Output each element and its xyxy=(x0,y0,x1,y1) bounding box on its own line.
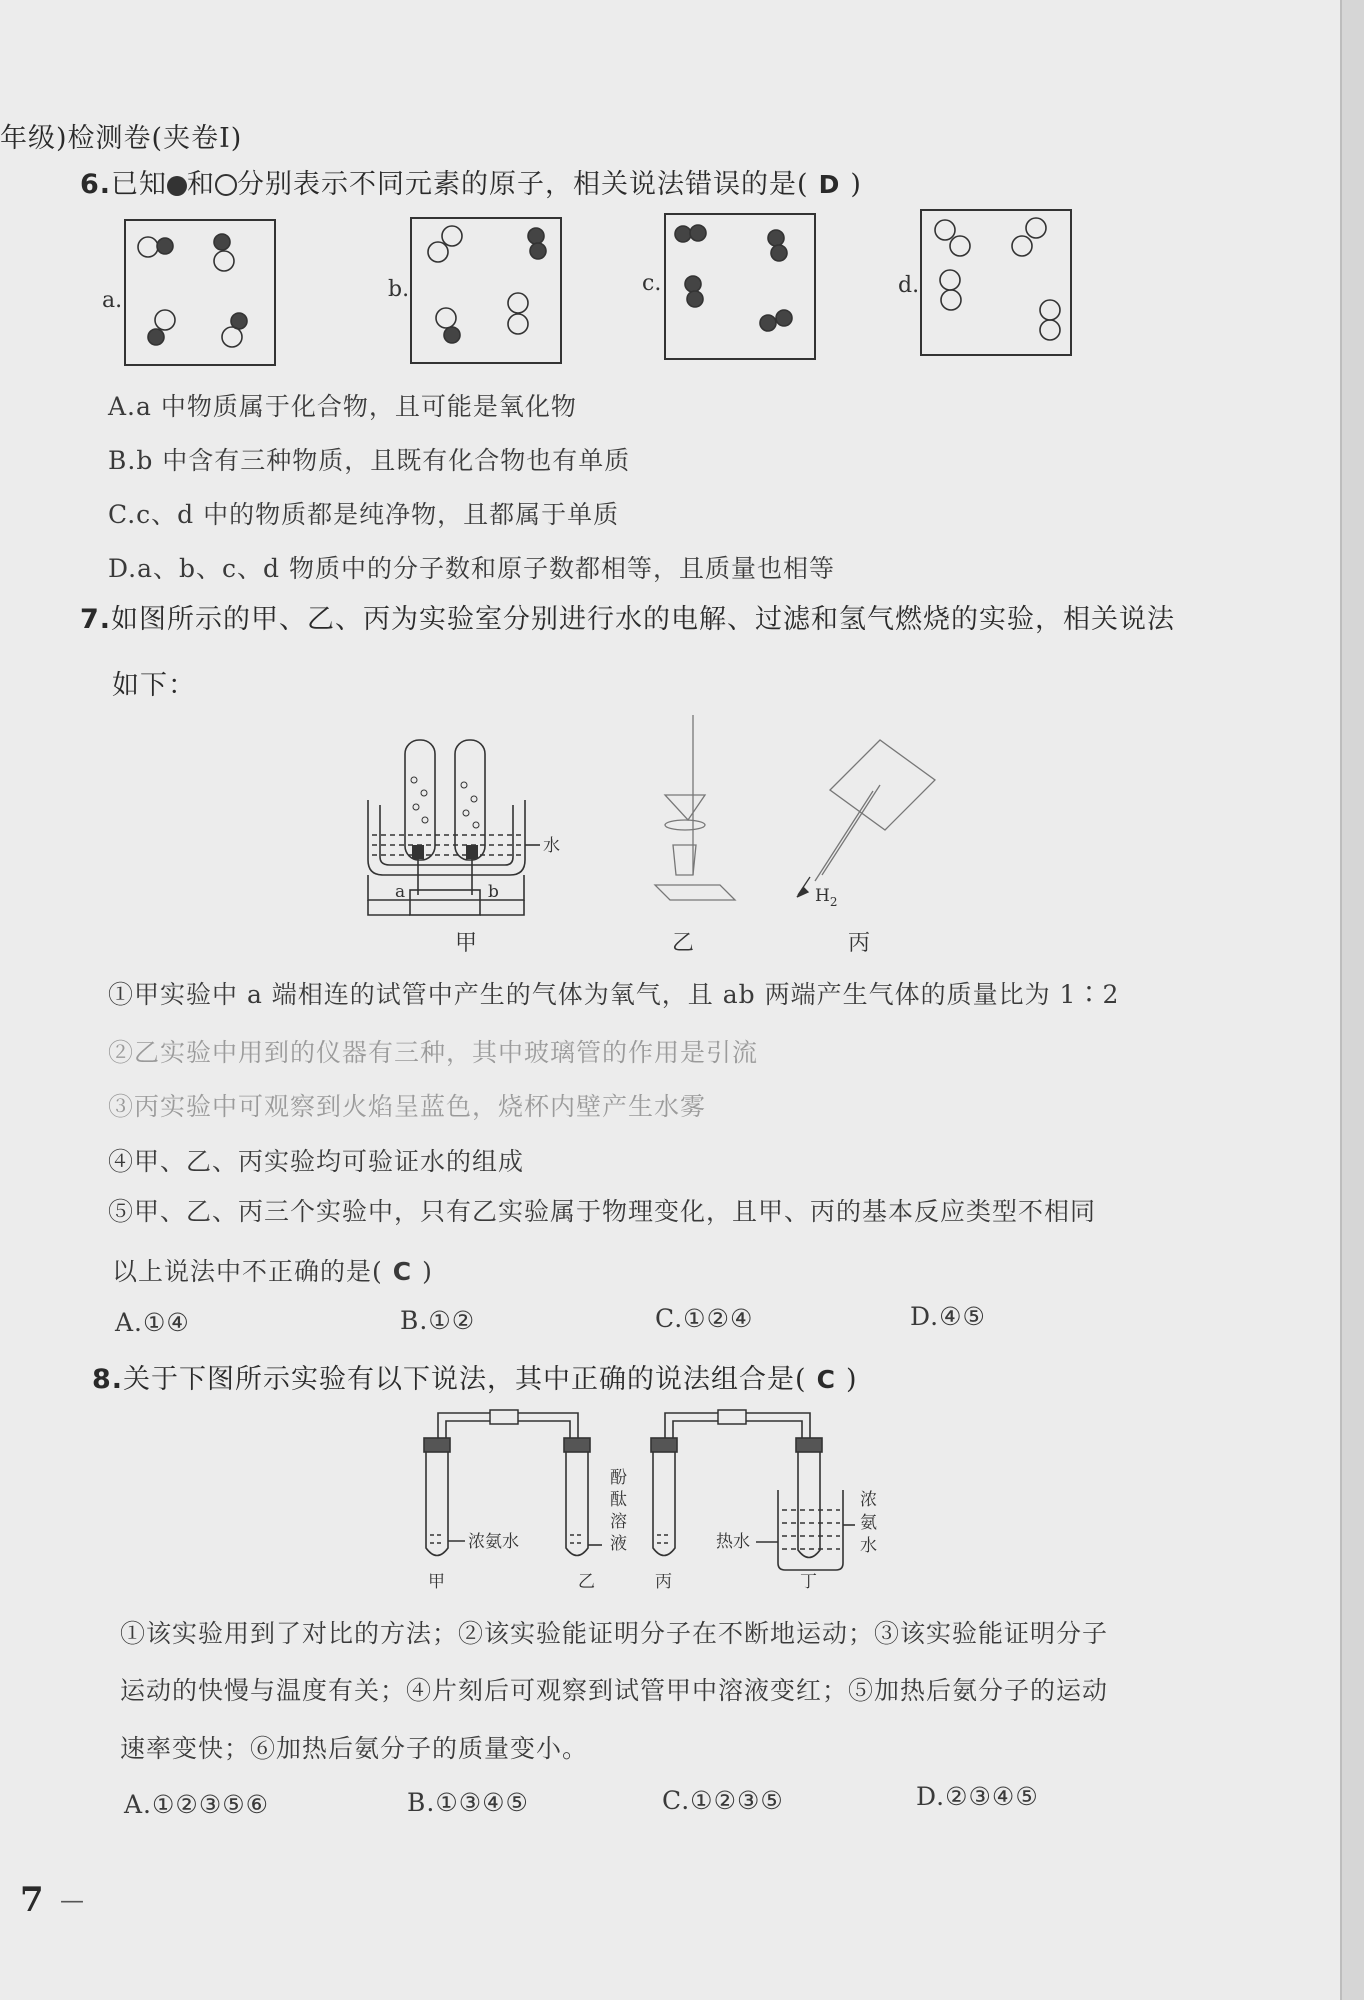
q7-question: 以上说法中不正确的是( C ) xyxy=(112,1257,433,1286)
q6-option-a: A.a 中物质属于化合物，且可能是氧化物 xyxy=(108,392,577,421)
q7-option-c: C.①②④ xyxy=(655,1304,754,1333)
q7-statement-1: ①甲实验中 a 端相连的试管中产生的气体为氧气，且 ab 两端产生气体的质量比为 1∶2 xyxy=(108,980,1120,1009)
q7-stem-line2: 如下： xyxy=(112,670,196,701)
q7-statement-5: ⑤甲、乙、丙三个实验中，只有乙实验属于物理变化，且甲、丙的基本反应类型不相同 xyxy=(108,1197,1097,1226)
hydrogen-burning-apparatus xyxy=(797,740,935,897)
label-bing-8: 丙 xyxy=(655,1572,672,1592)
q8-statement-line1: ①该实验用到了对比的方法；②该实验能证明分子在不断地运动；③该实验能证明分子 xyxy=(120,1619,1109,1648)
page-number: 7 xyxy=(20,1880,44,1920)
q7-stem-line1: 7.如图所示的甲、乙、丙为实验室分别进行水的电解、过滤和氢气燃烧的实验，相关说法 xyxy=(80,604,1176,635)
q6-option-c: C.c、d 中的物质都是纯净物，且都属于单质 xyxy=(108,500,620,529)
header-title: 年级)检测卷(夹卷Ⅰ) xyxy=(0,123,243,154)
q6-stem: 6.已知 和 分别表示不同元素的原子，相关说法错误的是( D ) xyxy=(80,169,862,200)
q8-statement-line3: 速率变快；⑥加热后氨分子的质量变小。 xyxy=(120,1734,589,1763)
terminal-b-label: b xyxy=(488,882,499,902)
terminal-a-label: a xyxy=(395,882,406,902)
label-bing: 丙 xyxy=(848,931,871,956)
q7-option-a: A.①④ xyxy=(115,1308,190,1337)
q8-answer: C xyxy=(816,1365,836,1394)
page-number-dash: — xyxy=(60,1886,84,1914)
svg-text:氨: 氨 xyxy=(860,1513,877,1533)
svg-text:酞: 酞 xyxy=(610,1490,627,1510)
box-b-label: b. xyxy=(388,277,410,302)
h2-label: $H_2$ xyxy=(815,886,838,909)
ammonia-label-jia: 浓氨水 xyxy=(468,1532,519,1552)
q8-option-d: D.②③④⑤ xyxy=(916,1782,1039,1811)
q8-option-b: B.①③④⑤ xyxy=(407,1788,529,1817)
q7-statement-2: ②乙实验中用到的仪器有三种，其中玻璃管的作用是引流 xyxy=(108,1038,759,1067)
q6-answer: D xyxy=(818,170,841,199)
box-a xyxy=(125,220,275,365)
q8-statement-line2: 运动的快慢与温度有关；④片刻后可观察到试管甲中溶液变红；⑤加热后氨分子的运动 xyxy=(120,1676,1109,1705)
box-c-label: c. xyxy=(642,271,662,296)
q8-diffusion-diagram xyxy=(0,1405,1364,1595)
svg-text:溶: 溶 xyxy=(610,1512,627,1532)
label-yi-8: 乙 xyxy=(578,1572,595,1592)
electrolysis-apparatus xyxy=(368,740,560,915)
hot-water-label: 热水 xyxy=(716,1532,750,1552)
svg-text:液: 液 xyxy=(610,1534,627,1554)
q8-option-c: C.①②③⑤ xyxy=(662,1786,784,1815)
svg-text:浓: 浓 xyxy=(860,1490,877,1510)
q7-statement-4: ④甲、乙、丙实验均可验证水的组成 xyxy=(108,1147,525,1176)
q6-option-d: D.a、b、c、d 物质中的分子数和原子数都相等，且质量也相等 xyxy=(108,554,835,583)
q7-option-d: D.④⑤ xyxy=(910,1302,986,1331)
filtration-apparatus xyxy=(655,715,735,900)
hollow-atom-icon xyxy=(215,174,237,196)
q6-option-b: B.b 中含有三种物质，且既有化合物也有单质 xyxy=(108,446,631,475)
q6-number: 6. xyxy=(80,169,112,200)
label-yi: 乙 xyxy=(672,931,695,956)
ammonia-vertical-label xyxy=(860,1490,877,1556)
label-jia: 甲 xyxy=(455,931,478,956)
q8-option-a: A.①②③⑤⑥ xyxy=(124,1790,270,1819)
q7-option-b: B.①② xyxy=(400,1306,476,1335)
q7-statement-3: ③丙实验中可观察到火焰呈蓝色，烧杯内壁产生水雾 xyxy=(108,1092,707,1121)
q7-experiment-diagrams xyxy=(0,725,1364,965)
box-d xyxy=(921,210,1071,355)
svg-text:酚: 酚 xyxy=(610,1468,627,1488)
phenol-label xyxy=(610,1468,627,1554)
filled-atom-icon xyxy=(167,176,187,196)
label-jia-8: 甲 xyxy=(428,1572,445,1592)
box-a-label: a. xyxy=(102,288,123,313)
label-ding-8: 丁 xyxy=(800,1572,817,1592)
box-d-label: d. xyxy=(898,273,920,298)
water-label: 水 xyxy=(543,836,560,856)
svg-text:水: 水 xyxy=(860,1536,877,1556)
q7-answer: C xyxy=(392,1257,413,1286)
q8-stem: 8.关于下图所示实验有以下说法，其中正确的说法组合是( C ) xyxy=(92,1364,858,1395)
